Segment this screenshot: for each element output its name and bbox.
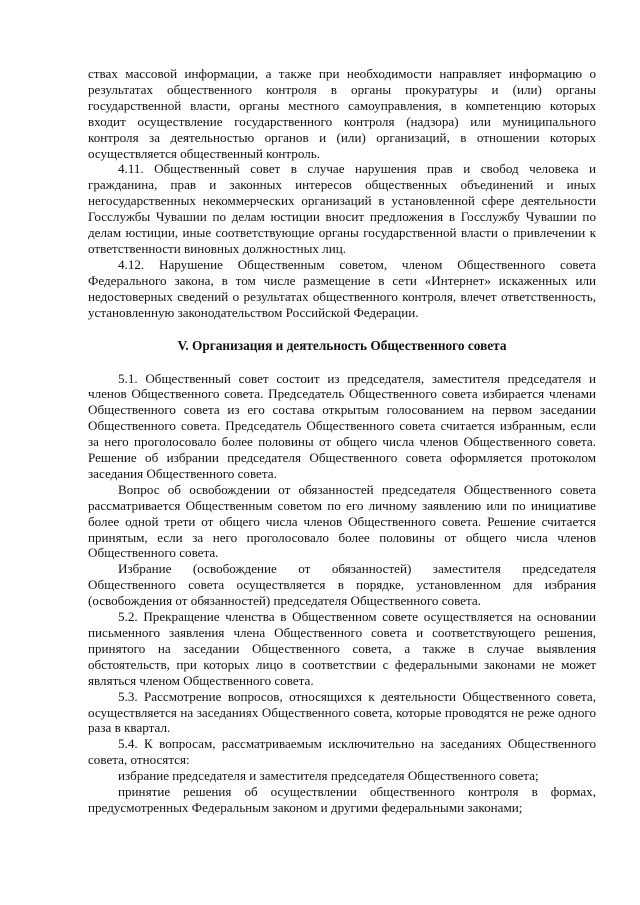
- paragraph-4-12: 4.12. Нарушение Общественным советом, членом Общественного совета Федерального закона, в том числе размещение в сети «Интернет» искаженных или недостоверных сведений о результатах общественного контроля, влечет ответственность, установленную законодательством Российской Федерации.: [88, 256, 596, 320]
- paragraph-5-1: 5.1. Общественный совет состоит из председателя, заместителя председателя и членов Общественного совета. Председатель Общественного совета избирается членами Общественного совета из его состава открытым голосованием на первом заседании Общественного совета. Председатель Общественного совета считается избранным, если за него проголосовало более половины от общего числа членов Общественного совета. Решение об избрании председателя Общественного совета оформляется протоколом заседания Общественного совета.: [88, 370, 596, 481]
- paragraph-5-3: 5.3. Рассмотрение вопросов, относящихся к деятельности Общественного совета, осуществляется на заседаниях Общественного совета, которые проводятся не реже одного раза в квартал.: [88, 688, 596, 736]
- list-item-election: избрание председателя и заместителя председателя Общественного совета;: [118, 768, 539, 784]
- paragraph-5-2: 5.2. Прекращение членства в Общественном совете осуществляется на основании письменного заявления члена Общественного совета и соответствующего решения, принятого на заседании Общественного совета, а также в случае выявления обстоятельств, при которых лицо в соответствии с федеральными законами не может являться членом Общественного совета.: [88, 609, 596, 688]
- list-item-control-decision: принятие решения об осуществлении общественного контроля в формах, предусмотренных Федеральным законом и другими федеральными законами;: [88, 784, 596, 815]
- paragraph-chair-dismissal: Вопрос об освобождении от обязанностей председателя Общественного совета рассматривается Общественным советом по его личному заявлению или по инициативе более одной трети от общего числа членов Общественного совета. Решение считается принятым, если за него проголосовало более половины от общего числа членов Общественного совета.: [88, 481, 596, 561]
- paragraph-4-11: 4.11. Общественный совет в случае нарушения прав и свобод человека и гражданина, прав и законных интересов общественных объединений и иных негосударственных некоммерческих организаций в установленной сфере деятельности Госслужбы Чувашии по делам юстиции вносит предложения в Госслужбу Чувашии по делам юстиции, иные соответствующие органы государственной власти о привлечении к ответственности виновных должностных лиц.: [88, 161, 596, 256]
- paragraph-media-info: ствах массовой информации, а также при необходимости направляет информацию о результатах общественного контроля в органы прокуратуры и (или) органы государственной власти, органы местного самоуправления, в компетенцию которых входит осуществление государственного контроля (надзора) или муниципального контроля за деятельностью органов и (или) организаций, в отношении которых осуществляется общественный контроль.: [88, 66, 596, 161]
- document-page: [88, 66, 596, 816]
- paragraph-5-4: 5.4. К вопросам, рассматриваемым исключительно на заседаниях Общественного совета, относятся:: [88, 736, 596, 768]
- paragraph-deputy-election: Избрание (освобождение от обязанностей) заместителя председателя Общественного совета осуществляется в порядке, установленном для избрания (освобождения от обязанностей) председателя Общественного совета.: [88, 561, 596, 609]
- section-title: V. Организация и деятельность Общественного совета: [177, 337, 507, 353]
